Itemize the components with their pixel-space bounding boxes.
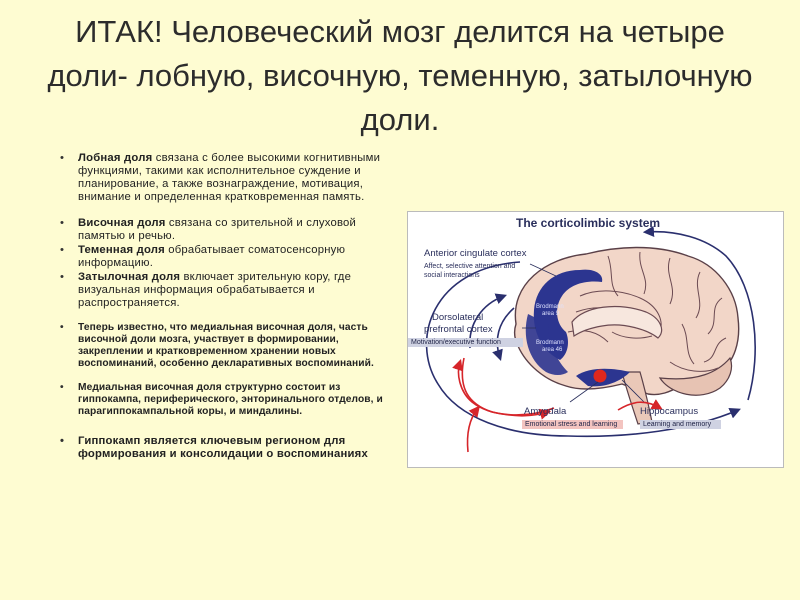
- hippocampus-label: Hippocampus: [640, 406, 699, 417]
- dlpfc-band: Motivation/executive function: [408, 338, 523, 347]
- frontal-lobe-text: связана с более высокими когнитивными функциями, такими как исполнительное суждение и планирование, а также вознаграждение, мотивация, внимание и определенная кратковременная память.: [78, 152, 381, 203]
- brodmann-9-label-2: area 9: [542, 311, 560, 317]
- dlpfc-label-2: prefrontal cortex: [424, 324, 493, 335]
- bullet-frontal-lobe: [60, 152, 392, 204]
- acc-sub-1: Affect, selective attention and: [424, 263, 516, 270]
- slide-title: ИТАК! Человеческий мозг делится на четыре доли- лобную, височную, теменную, затылочную доли.: [47, 14, 753, 137]
- bullet-hippocampus: • Гиппокамп является ключевым регионом для формирования и консолидации о воспоминаниях: [60, 435, 392, 461]
- occipital-lobe-term: Затылочная доля: [78, 271, 181, 283]
- hippocampus-band: Learning and memory: [640, 420, 721, 429]
- parietal-lobe-term: Теменная доля: [78, 244, 165, 256]
- bullet-medial-temporal-lobe: • Теперь известно, что медиальная височная доля, часть височной доли мозга, участвует в формировании, закреплении и кратковременном хранении новых воспоминаний, особенно декларативных воспоминаний.: [60, 322, 392, 370]
- bullet-temporal-lobe: [60, 217, 392, 243]
- acc-label: Anterior cingulate cortex: [424, 248, 527, 259]
- bullet-list: [60, 152, 392, 461]
- acc-sub-2: social interactions: [424, 272, 480, 279]
- occipital-lobe-text: включает зрительную кору, где визуальная информация обрабатывается и распространяется.: [78, 271, 352, 309]
- corticolimbic-figure: [407, 211, 784, 468]
- brodmann-9-label-1: Brodmann: [536, 304, 564, 310]
- dlpfc-label-1: Dorsolateral: [432, 312, 484, 323]
- frontal-lobe-term: Лобная доля: [78, 152, 153, 164]
- brodmann-46-label-2: area 46: [542, 347, 563, 353]
- amygdala-label: Amygdala: [524, 406, 567, 417]
- amygdala-marker: [594, 370, 607, 383]
- parietal-lobe-text: обрабатывает соматосенсорную информацию.: [78, 244, 346, 269]
- brodmann-46-label-1: Brodmann: [536, 340, 564, 346]
- temporal-lobe-term: Височная доля: [78, 217, 166, 229]
- bullet-parietal-lobe: [60, 244, 392, 270]
- temporal-lobe-text: связана со зрительной и слуховой памятью и речью.: [78, 217, 357, 242]
- bullet-occipital-lobe: [60, 271, 392, 310]
- figure-title: The corticolimbic system: [516, 216, 661, 230]
- amygdala-band: Emotional stress and learning: [522, 420, 623, 429]
- bullet-mtl-structure: • Медиальная височная доля структурно состоит из гиппокампа, периферического, энторинального отделов, и парагиппокампальной коры, и миндалины.: [60, 382, 392, 418]
